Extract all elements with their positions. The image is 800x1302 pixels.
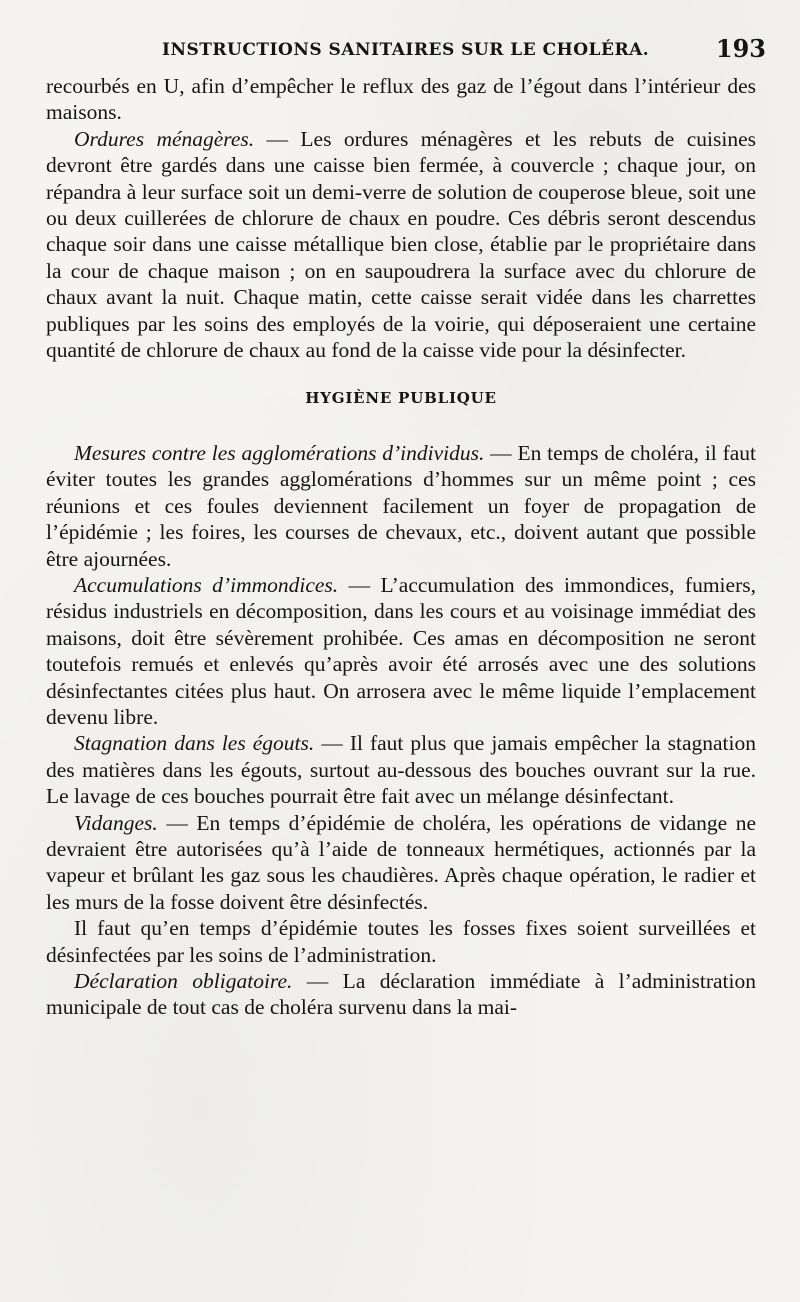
paragraph-lead: Accumulations d’immondices. bbox=[74, 572, 339, 597]
paragraph-text: — Il faut plus que jamais empêcher la stagnation des matières dans les égouts, surtout au-dessous des bouches ouvrant sur la rue. Le lavage de ces bouches pourrait être fait avec un mélange désinfectant. bbox=[46, 731, 756, 809]
page-number: 193 bbox=[715, 34, 766, 63]
paragraph-lead: Mesures contre les agglomérations d’individus. bbox=[74, 440, 485, 465]
paragraph-vidanges bbox=[46, 810, 756, 916]
page-body bbox=[46, 73, 756, 1021]
paragraph-fosses-fixes bbox=[46, 915, 756, 968]
section-heading: HYGIÈNE PUBLIQUE bbox=[305, 389, 497, 408]
paragraph-text: — En temps d’épidémie de choléra, les opérations de vidange ne devraient être autorisées qu’à l’aide de tonneaux hermétiques, actionnés par la vapeur et brûlant les gaz sous les chaudières. Après chaque opération, le radier et les murs de la fosse doivent être désinfectés. bbox=[46, 810, 756, 914]
paragraph-text: — La déclaration immédiate à l’administration municipale de tout cas de choléra survenu dans la mai- bbox=[46, 969, 756, 1020]
paragraph-text: Il faut qu’en temps d’épidémie toutes les fosses fixes soient surveillées et désinfectées par les soins de l’administration. bbox=[46, 916, 756, 967]
paragraph-agglomerations bbox=[46, 440, 756, 572]
paragraph-continuation: recourbés en U, afin d’empêcher le reflux des gaz de l’égout dans l’intérieur des maisons. bbox=[46, 74, 756, 125]
paragraph-text: — L’accumulation des immondices, fumiers, résidus industriels en décomposition, dans les cours et au voisinage immédiat des maisons, doit être sévèrement prohibée. Ces amas en décomposition ne seront toutefois remués et enlevés qu’après avoir été arrosés avec une des solutions désinfectantes citées plus haut. On arrosera avec le même liquide l’emplacement devenu libre. bbox=[46, 572, 756, 729]
paragraph-text: — Les ordures ménagères et les rebuts de cuisines devront être gardés dans une caisse bien fermée, à couvercle ; chaque jour, on répandra à leur surface soit un demi-verre de solution de couperose bleue, soit une ou deux cuillerées de chlorure de chaux en poudre. Ces débris seront descendus chaque soir dans une caisse métallique bien close, établie par le propriétaire dans la cour de chaque maison ; on en saupoudrera la surface avec du chlorure de chaux avant la nuit. Chaque matin, cette caisse serait vidée dans les charrettes publiques par les soins des employés de la voirie, qui déposeraient une certaine quantité de chlorure de chaux au fond de la caisse vide pour la désinfecter. bbox=[46, 126, 756, 363]
paragraph-lead: Stagnation dans les égouts. bbox=[74, 731, 315, 756]
paragraph-egouts bbox=[46, 730, 756, 809]
running-head: INSTRUCTIONS SANITAIRES SUR LE CHOLÉRA. bbox=[162, 40, 650, 60]
paragraph-lead: Vidanges. bbox=[74, 810, 158, 835]
paragraph-text: — En temps de choléra, il faut éviter toutes les grandes agglomérations d’hommes sur un même point ; ces réunions et ces foules deviennent facilement un foyer de propagation de l’épidémie ; les foires, les courses de chevaux, etc., doivent autant que possible être ajournées. bbox=[46, 440, 756, 571]
paragraph-immondices bbox=[46, 572, 756, 730]
page-header bbox=[46, 34, 766, 68]
paragraph-ordures-menageres bbox=[46, 126, 756, 364]
paragraph-declaration bbox=[46, 968, 756, 1021]
paragraph-lead: Déclaration obligatoire. bbox=[74, 969, 293, 993]
paragraph-lead: Ordures ménagères. bbox=[74, 126, 255, 151]
